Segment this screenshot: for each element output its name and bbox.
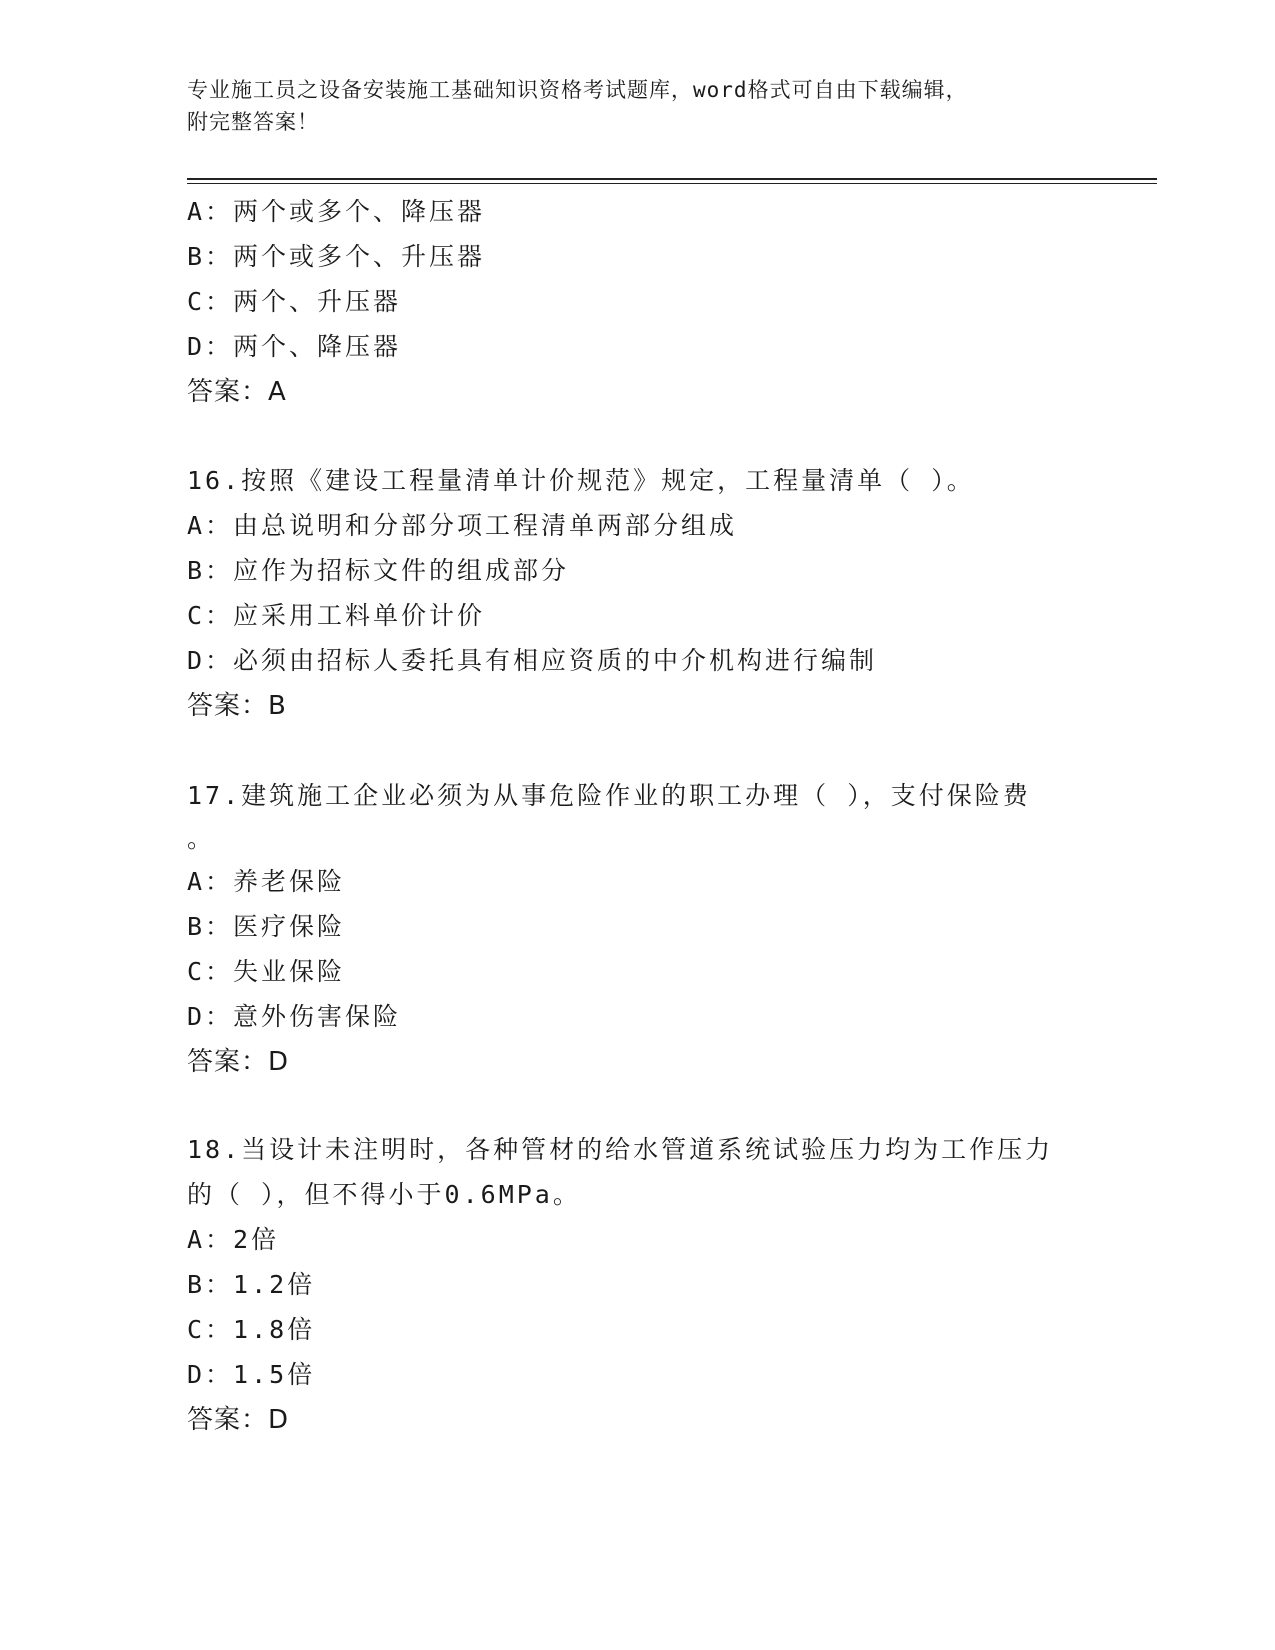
q18-option-d: D：1.5倍 <box>187 1360 316 1389</box>
q18-stem-line-2: 的（ ），但不得小于0.6MPa。 <box>187 1180 581 1209</box>
q15-option-a: A：两个或多个、降压器 <box>187 197 486 226</box>
q17-option-d: D：意外伤害保险 <box>187 1002 402 1031</box>
q17-answer: 答案：D <box>187 1047 290 1077</box>
q15-answer: 答案：A <box>187 377 287 407</box>
q16-answer: 答案：B <box>187 691 287 721</box>
document-header <box>187 74 1087 138</box>
q15-option-c: C：两个、升压器 <box>187 287 402 316</box>
q17-stem-line-2: 。 <box>187 824 216 853</box>
q18-option-c: C：1.8倍 <box>187 1315 316 1344</box>
q18-option-a: A：2倍 <box>187 1225 280 1254</box>
q15-option-b: B：两个或多个、升压器 <box>187 242 486 271</box>
q17-option-a: A：养老保险 <box>187 867 346 896</box>
q16-option-c: C：应采用工料单价计价 <box>187 601 486 630</box>
q18-option-b: B：1.2倍 <box>187 1270 316 1299</box>
q15-option-d: D：两个、降压器 <box>187 332 402 361</box>
q17-option-b: B：医疗保险 <box>187 912 346 941</box>
q16-option-a: A：由总说明和分部分项工程清单两部分组成 <box>187 511 738 540</box>
q18-stem-line-1: 18.当设计未注明时，各种管材的给水管道系统试验压力均为工作压力 <box>187 1135 1054 1164</box>
q17-option-c: C：失业保险 <box>187 957 346 986</box>
q17-stem-line-1: 17.建筑施工企业必须为从事危险作业的职工办理（ ），支付保险费 <box>187 781 1031 810</box>
q16-stem: 16.按照《建设工程量清单计价规范》规定，工程量清单（ ）。 <box>187 466 975 495</box>
q16-option-d: D：必须由招标人委托具有相应资质的中介机构进行编制 <box>187 646 878 675</box>
header-line-1: 专业施工员之设备安装施工基础知识资格考试题库，word格式可自由下载编辑， <box>187 78 968 102</box>
header-divider-thick <box>187 178 1157 180</box>
q16-option-b: B：应作为招标文件的组成部分 <box>187 556 570 585</box>
header-divider-thin <box>187 183 1157 184</box>
q18-answer: 答案：D <box>187 1405 290 1435</box>
header-line-2: 附完整答案！ <box>187 110 319 134</box>
